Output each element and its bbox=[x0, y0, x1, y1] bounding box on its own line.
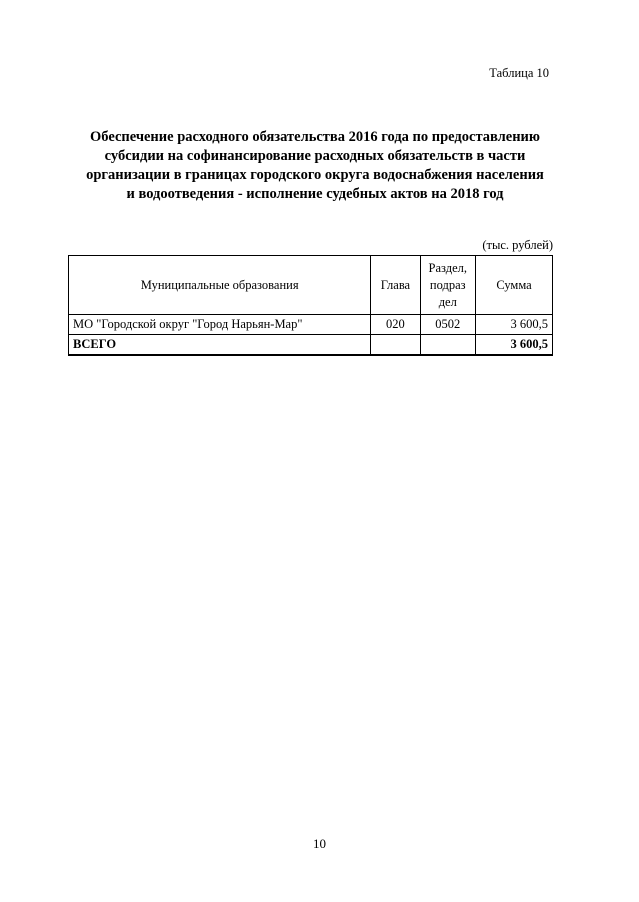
document-title bbox=[60, 128, 570, 204]
header-chapter: Глава bbox=[371, 256, 420, 315]
cell-amount: 3 600,5 bbox=[476, 315, 553, 335]
total-row bbox=[69, 335, 553, 356]
title-line: и водоотведения - исполнение судебных актов на 2018 год bbox=[126, 186, 504, 202]
total-chapter bbox=[371, 335, 420, 356]
cell-section: 0502 bbox=[420, 315, 476, 335]
header-section bbox=[420, 256, 476, 315]
cell-municipality: МО "Городской округ "Город Нарьян-Мар" bbox=[69, 315, 371, 335]
total-amount: 3 600,5 bbox=[476, 335, 553, 356]
header-amount: Сумма bbox=[476, 256, 553, 315]
table-header-row bbox=[69, 256, 553, 315]
table-number: Таблица 10 bbox=[489, 66, 549, 80]
header-section-line: Раздел, bbox=[428, 260, 468, 275]
units-label: (тыс. рублей) bbox=[482, 238, 553, 252]
page-number: 10 bbox=[313, 836, 326, 851]
cell-chapter: 020 bbox=[371, 315, 420, 335]
budget-table bbox=[68, 255, 553, 356]
title-line: организации в границах городского округа водоснабжения населения bbox=[86, 167, 544, 183]
table-row bbox=[69, 315, 553, 335]
title-line: Обеспечение расходного обязательства 2016 года по предоставлению bbox=[90, 129, 540, 145]
total-section bbox=[420, 335, 476, 356]
header-municipality: Муниципальные образования bbox=[69, 256, 371, 315]
header-section-line: дел bbox=[438, 294, 457, 309]
header-section-line: подраз bbox=[429, 277, 466, 292]
title-line: субсидии на софинансирование расходных обязательств в части bbox=[104, 148, 526, 164]
total-label: ВСЕГО bbox=[69, 335, 371, 356]
